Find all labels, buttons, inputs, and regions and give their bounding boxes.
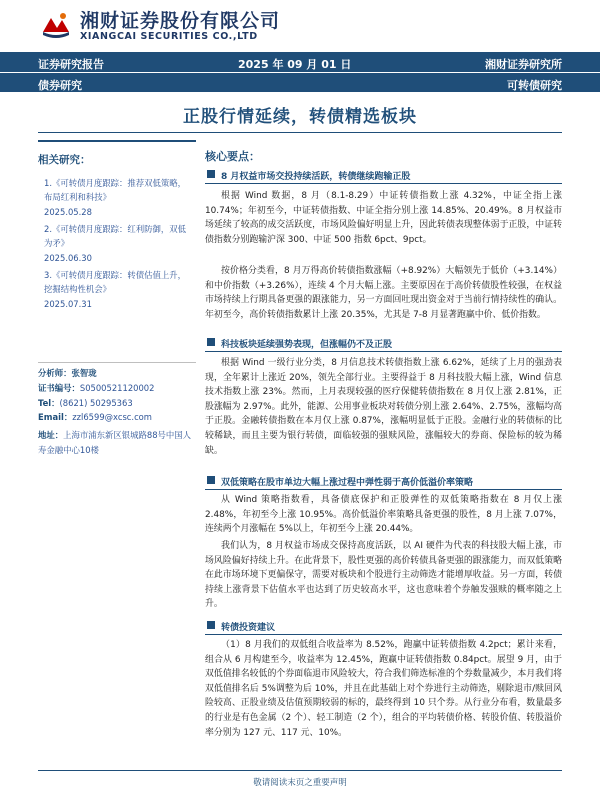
related-item-date: 2025.05.28	[44, 207, 92, 217]
subcategory-label: 可转债研究	[507, 79, 562, 92]
section-heading: 8 月权益市场交投持续活跃，转债继续跑输正股	[205, 167, 562, 184]
institute-label: 湘财证券研究所	[485, 58, 562, 71]
page-title: 正股行情延续，转债精选板块	[183, 107, 417, 127]
related-item-title[interactable]: 3.《可转债月度跟踪：转债估值上升，挖掘结构性机会》	[44, 270, 186, 294]
body-paragraph: 从 Wind 策略指数看，具备债底保护和正股弹性的双低策略指数在 8 月仅上涨 2.48%，年初至今上涨 10.95%。高价低溢价率策略具备更强的股性，8 月上涨 7.07%，连续两个月涨幅在 5%以上，年初至今上涨 20.44%。	[205, 495, 562, 535]
report-type-label: 证券研究报告	[38, 58, 104, 71]
section-heading: 科技板块延续强势表现，但涨幅仍不及正股	[205, 335, 562, 352]
related-item-date: 2025.07.31	[44, 299, 92, 309]
address-label: 地址：	[38, 430, 64, 440]
tel-number: (8621) 50295363	[59, 397, 133, 408]
section-heading: 双低策略在股市单边大幅上涨过程中弹性弱于高价低溢价率策略	[205, 473, 562, 490]
report-date: 2025 年 09 月 01 日	[238, 58, 352, 71]
analyst-divider	[38, 362, 196, 363]
report-category-band	[0, 73, 600, 92]
email-link[interactable]: zzl6599@xcsc.com	[72, 412, 152, 423]
sidebar	[38, 140, 196, 770]
related-research-heading: 相关研究：	[38, 154, 91, 166]
body-paragraph: （1）8 月我们的双低组合收益率为 8.52%，跑赢中证转债指数 4.2pct；累计来看，组合从 6 月构建至今，收益率为 12.45%，跑赢中证转债指数 0.84pct。展望 9 月，由于双低值排名较低的个券面临退市风险较大，符合我们筛选标准的个券数量减少，本月我们将双低值排名后 5%调整为后 10%，并且在此基础上对个券进行主动筛选，剔除退市/赎回风险较高、正股业绩及估值预期较弱的标的，最终得到 10 只个券。从行业分布看，数量最多的行业是有色金属（2 个）、轻工制造（2 个），组合的平均转债价格、转股价值、转股溢价率分别为 127 元、117 元、10%。	[205, 640, 562, 738]
cert-number: S0500521120002	[79, 382, 155, 393]
footer-disclaimer[interactable]: 敬请阅读末页之重要声明	[253, 778, 347, 788]
company-name-en: XIANGCAI SECURITIES CO.,LTD	[80, 31, 258, 42]
footer-divider	[38, 770, 562, 771]
body-paragraph: 根据 Wind 一级行业分类，8 月信息技术转债指数上涨 6.62%，延续了上月的强劲表现，全年累计上涨近 20%，领先全部行业。主要得益于 8 月科技股大幅上涨，Wind 信息技术指数上涨 23%。然而，上月表现较强的医疗保健转债指数在 8 月仅上涨 2.81%，正股涨幅为 2.97%。此外，能源、公用事业板块对转债分别上涨 2.64%、2.75%，涨幅均高于正股。金融转债指数在本月仅上涨 0.87%，涨幅明显低于正股。金融行业的转债标的比较稀缺，而且主要为银行转债，面临较强的强赎风险，涨幅较大的券商、保险标的较为稀缺。	[205, 358, 562, 456]
body-paragraph: 根据 Wind 数据，8 月（8.1-8.29）中证转债指数上涨 4.32%，中证全指上涨 10.74%；年初至今，中证转债指数、中证全指分别上涨 14.85%、20.49%。8 月权益市场延续了较高的成交活跃度，市场风险偏好明显上升，因此转债表现整体弱于正股，中证转债指数分别跑输沪深 300、中证 500 指数 6pct、9pct。	[205, 191, 562, 245]
category-label: 债券研究	[38, 79, 82, 92]
xiangcai-logo-icon	[38, 8, 74, 44]
related-research-list	[44, 176, 194, 314]
bullet-square-icon	[207, 338, 215, 346]
related-item-title[interactable]: 2.《可转债月度跟踪：红利防御，双低为矛》	[44, 224, 186, 248]
section-heading: 转债投资建议	[205, 618, 562, 635]
analyst-label: 分析师：	[38, 368, 72, 378]
bullet-square-icon	[207, 170, 215, 178]
related-item-title[interactable]: 1.《可转债月度跟踪：推荐双低策略，布局红利和科技》	[44, 178, 186, 202]
body-paragraph: 按价格分类看，8 月万得高价转债指数涨幅（+8.92%）大幅领先于低价（+3.14%）和中价指数（+3.26%），连续 4 个月大幅上涨。主要原因在于高价转债股性较强，在权益市场持续上行期具备更强的跟涨能力，另一方面回吐现出资金对于当前行情持续性的确认。年初至今，高价转债指数累计上涨 20.35%，尤其是 7-8 月显著跑赢中价、低价指数。	[205, 266, 562, 320]
related-item-date: 2025.06.30	[44, 253, 92, 263]
report-info-band	[0, 52, 600, 72]
sidebar-top-divider	[38, 140, 196, 142]
address-info	[38, 428, 196, 458]
cert-label: 证书编号：	[38, 382, 80, 393]
body-paragraph: 我们认为，8 月权益市场成交保持高度活跃，以 AI 硬件为代表的科技股大幅上涨，市场风险偏好持续上升。在此背景下，股性更强的高价转债具备更强的跟涨能力，而双低策略在此市场环境下更偏保守，需要对板块和个股进行主动筛选才能增厚收益。另一方面，转债持续上涨背景下估值水平也达到了历史较高水平，这也意味着个券触发强赎的概率随之上升。	[205, 541, 562, 610]
tel-label: Tel：	[38, 397, 60, 408]
title-divider	[38, 132, 562, 133]
core-points-heading: 核心要点：	[205, 150, 260, 163]
analyst-info	[38, 366, 196, 425]
analyst-name: 张智珑	[71, 368, 97, 378]
address-text: 上海市浦东新区银城路88号中国人寿金融中心10楼	[38, 430, 192, 455]
bullet-square-icon	[207, 621, 215, 629]
bullet-square-icon	[207, 476, 215, 484]
email-label: Email：	[38, 412, 73, 423]
company-name-cn: 湘财证券股份有限公司	[80, 10, 281, 32]
report-header	[0, 0, 600, 52]
